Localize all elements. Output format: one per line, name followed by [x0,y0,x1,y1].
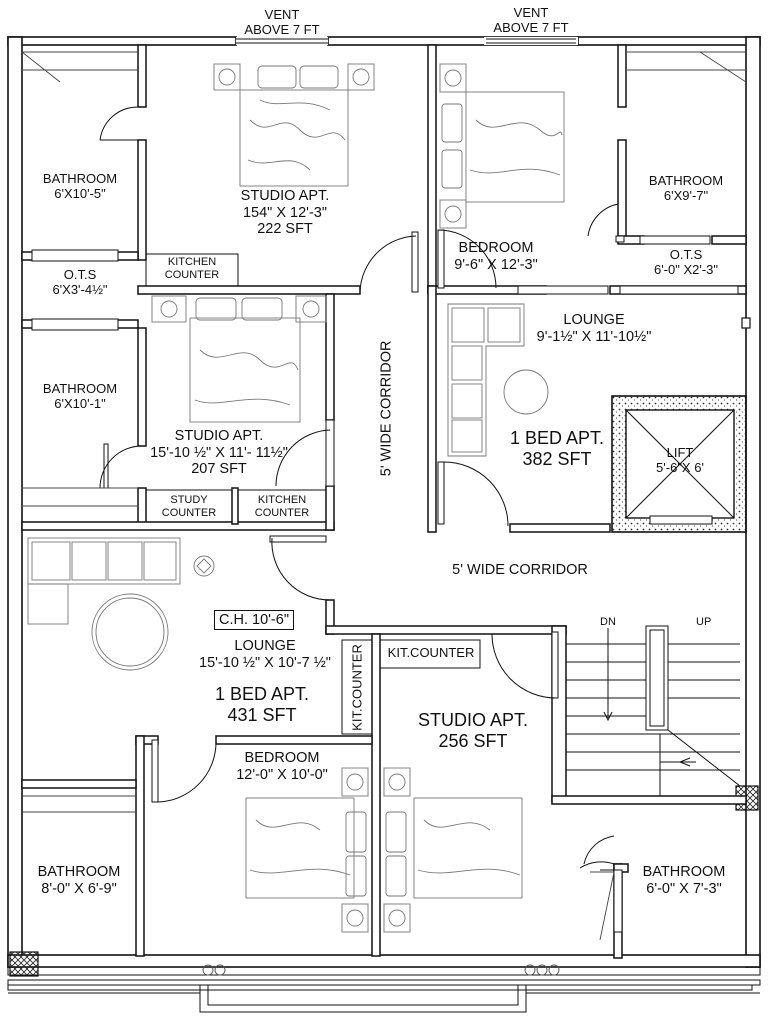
vent-label-left-line1: VENT [264,7,300,22]
right-wall [746,37,760,967]
room-ots-tr [626,248,746,278]
kitchen-counter-mid [238,494,326,519]
wall-kitchen-bottom-top [326,626,566,634]
bed-studio-mid [152,296,326,422]
wall-bath-tr-lower [618,140,626,240]
apt-area: 431 SFT [227,704,297,725]
vent-label-left-line2: ABOVE 7 FT [244,21,320,37]
room-lounge-tr [524,312,664,345]
kit-counter-vertical: KIT.COUNTER [349,644,365,731]
room-size: 6'-0" X 7'-3" [646,880,722,897]
wall-bath-tr-bottom-b [712,236,746,244]
wall-bedroom-top [216,736,372,744]
wall-bath-tl-upper [138,45,146,107]
apt-one-bed-bottom [192,684,332,725]
room-size: 154" X 12'-3" [242,204,327,221]
bottom-wall [8,955,760,967]
ceiling-height: C.H. 10'-6" [214,610,294,630]
corridor-vertical: 5' WIDE CORRIDOR [378,340,395,477]
room-bathroom-ml [22,382,138,412]
room-name: STUDIO APT. [174,428,264,444]
lift-size: 5'-6"X 6' [656,459,704,475]
room-studio-top [200,188,370,238]
top-wall-right [578,37,760,45]
kitchen-counter-top [146,256,238,281]
ceiling-height-label [214,612,294,629]
stairs-down-label: DN [600,616,616,628]
wall-kitchen-counter [138,286,360,294]
room-size: 6'-0" X2'-3" [653,261,719,277]
wall-bath-bl-top [22,780,136,788]
apt-name: 1 BED APT. [509,428,605,448]
room-name: BATHROOM [648,173,724,188]
corridor-horizontal: 5' WIDE CORRIDOR [452,562,588,578]
room-size: 12'-0" X 10'-0" [236,766,328,783]
apt-name: STUDIO APT. [417,710,529,730]
room-bathroom-br [628,864,740,897]
counter-line2: COUNTER [161,506,217,519]
apt-one-bed-top [492,428,622,469]
bed-studio-top [214,64,374,186]
wall-stair-bottom [552,796,746,804]
wall-lounge-tr-bottom [510,524,610,532]
beds-bottom [246,768,522,932]
wall-bath-tl-lower [138,140,146,260]
bed-bedroom-tr [440,64,564,228]
lift-name: LIFT [666,445,694,460]
left-wall [8,37,22,967]
balcony [8,967,760,1012]
vent-label-right [482,6,580,36]
counter-line1: KITCHEN [167,256,217,268]
room-bathroom-tl [22,172,138,202]
room-area: 222 SFT [257,221,313,238]
shaft-bottom-left [10,952,38,976]
vent-label-left [236,8,328,38]
room-size: 6'X10'-1" [54,395,106,411]
room-bathroom-bl [22,864,136,897]
vent-label-right-line1: VENT [513,5,549,20]
wall-lounge-top [22,522,334,530]
counter-line1: STUDY [170,494,208,506]
room-size: 15'-10 ½" X 10'-7 ½" [199,654,331,671]
room-area: 207 SFT [191,461,247,478]
room-bedroom-tr [436,240,556,273]
small-square-marker [742,318,750,328]
apt-studio-bottom [398,710,548,751]
wall-bedroom-tr-left [428,45,436,293]
wall-lounge-tr-left [428,286,436,532]
wall-bedroom-left [136,736,144,956]
room-bedroom-bl [212,750,352,783]
kit-counter-horizontal: KIT.COUNTER [387,645,475,660]
counter-line2: COUNTER [164,268,220,281]
room-size: 6'X9'-7" [663,187,709,203]
room-size: 15'-10 ½" X 11'- 11½" [150,444,288,461]
apt-area: 382 SFT [522,448,592,469]
stairs-up-label: UP [696,616,712,628]
room-ots-l [22,268,138,298]
staircase [566,626,740,796]
vent-label-right-line2: ABOVE 7 FT [493,19,569,35]
apt-name: 1 BED APT. [214,684,310,704]
room-name: BEDROOM [244,750,320,766]
room-name: LOUNGE [234,638,296,654]
room-lounge-bl [180,638,350,671]
apt-area: 256 SFT [438,730,508,751]
room-name: BATHROOM [642,864,726,880]
room-size: 9'-6" X 12'-3" [454,256,538,273]
wall-bath-ml-lower [138,488,146,524]
wall-studio-divider [372,634,380,956]
wall-bath-tr-upper [618,45,626,107]
room-studio-mid [134,428,304,478]
lift-label [636,446,724,476]
room-name: BATHROOM [42,171,118,186]
room-name: BEDROOM [458,240,534,256]
study-counter [146,494,232,519]
room-name: LOUNGE [563,312,625,328]
top-wall-left [8,37,236,45]
wall-studio-mid-right-upper [326,294,334,420]
room-size: 6'X3'-4½" [52,281,108,297]
room-bathroom-tr [626,174,746,204]
counter-line1: KITCHEN [257,494,307,506]
room-name: O.T.S [63,267,97,282]
room-size: 6'X10'-5" [54,185,106,201]
room-size: 9'-1½" X 11'-10½" [536,328,652,345]
counter-line2: COUNTER [254,506,310,519]
room-size: 8'-0" X 6'-9" [41,880,117,897]
room-name: BATHROOM [42,381,118,396]
room-name: BATHROOM [37,864,121,880]
room-name: O.T.S [669,247,703,262]
room-name: STUDIO APT. [240,188,330,204]
wall-studio-mid-right-lower [326,486,334,530]
